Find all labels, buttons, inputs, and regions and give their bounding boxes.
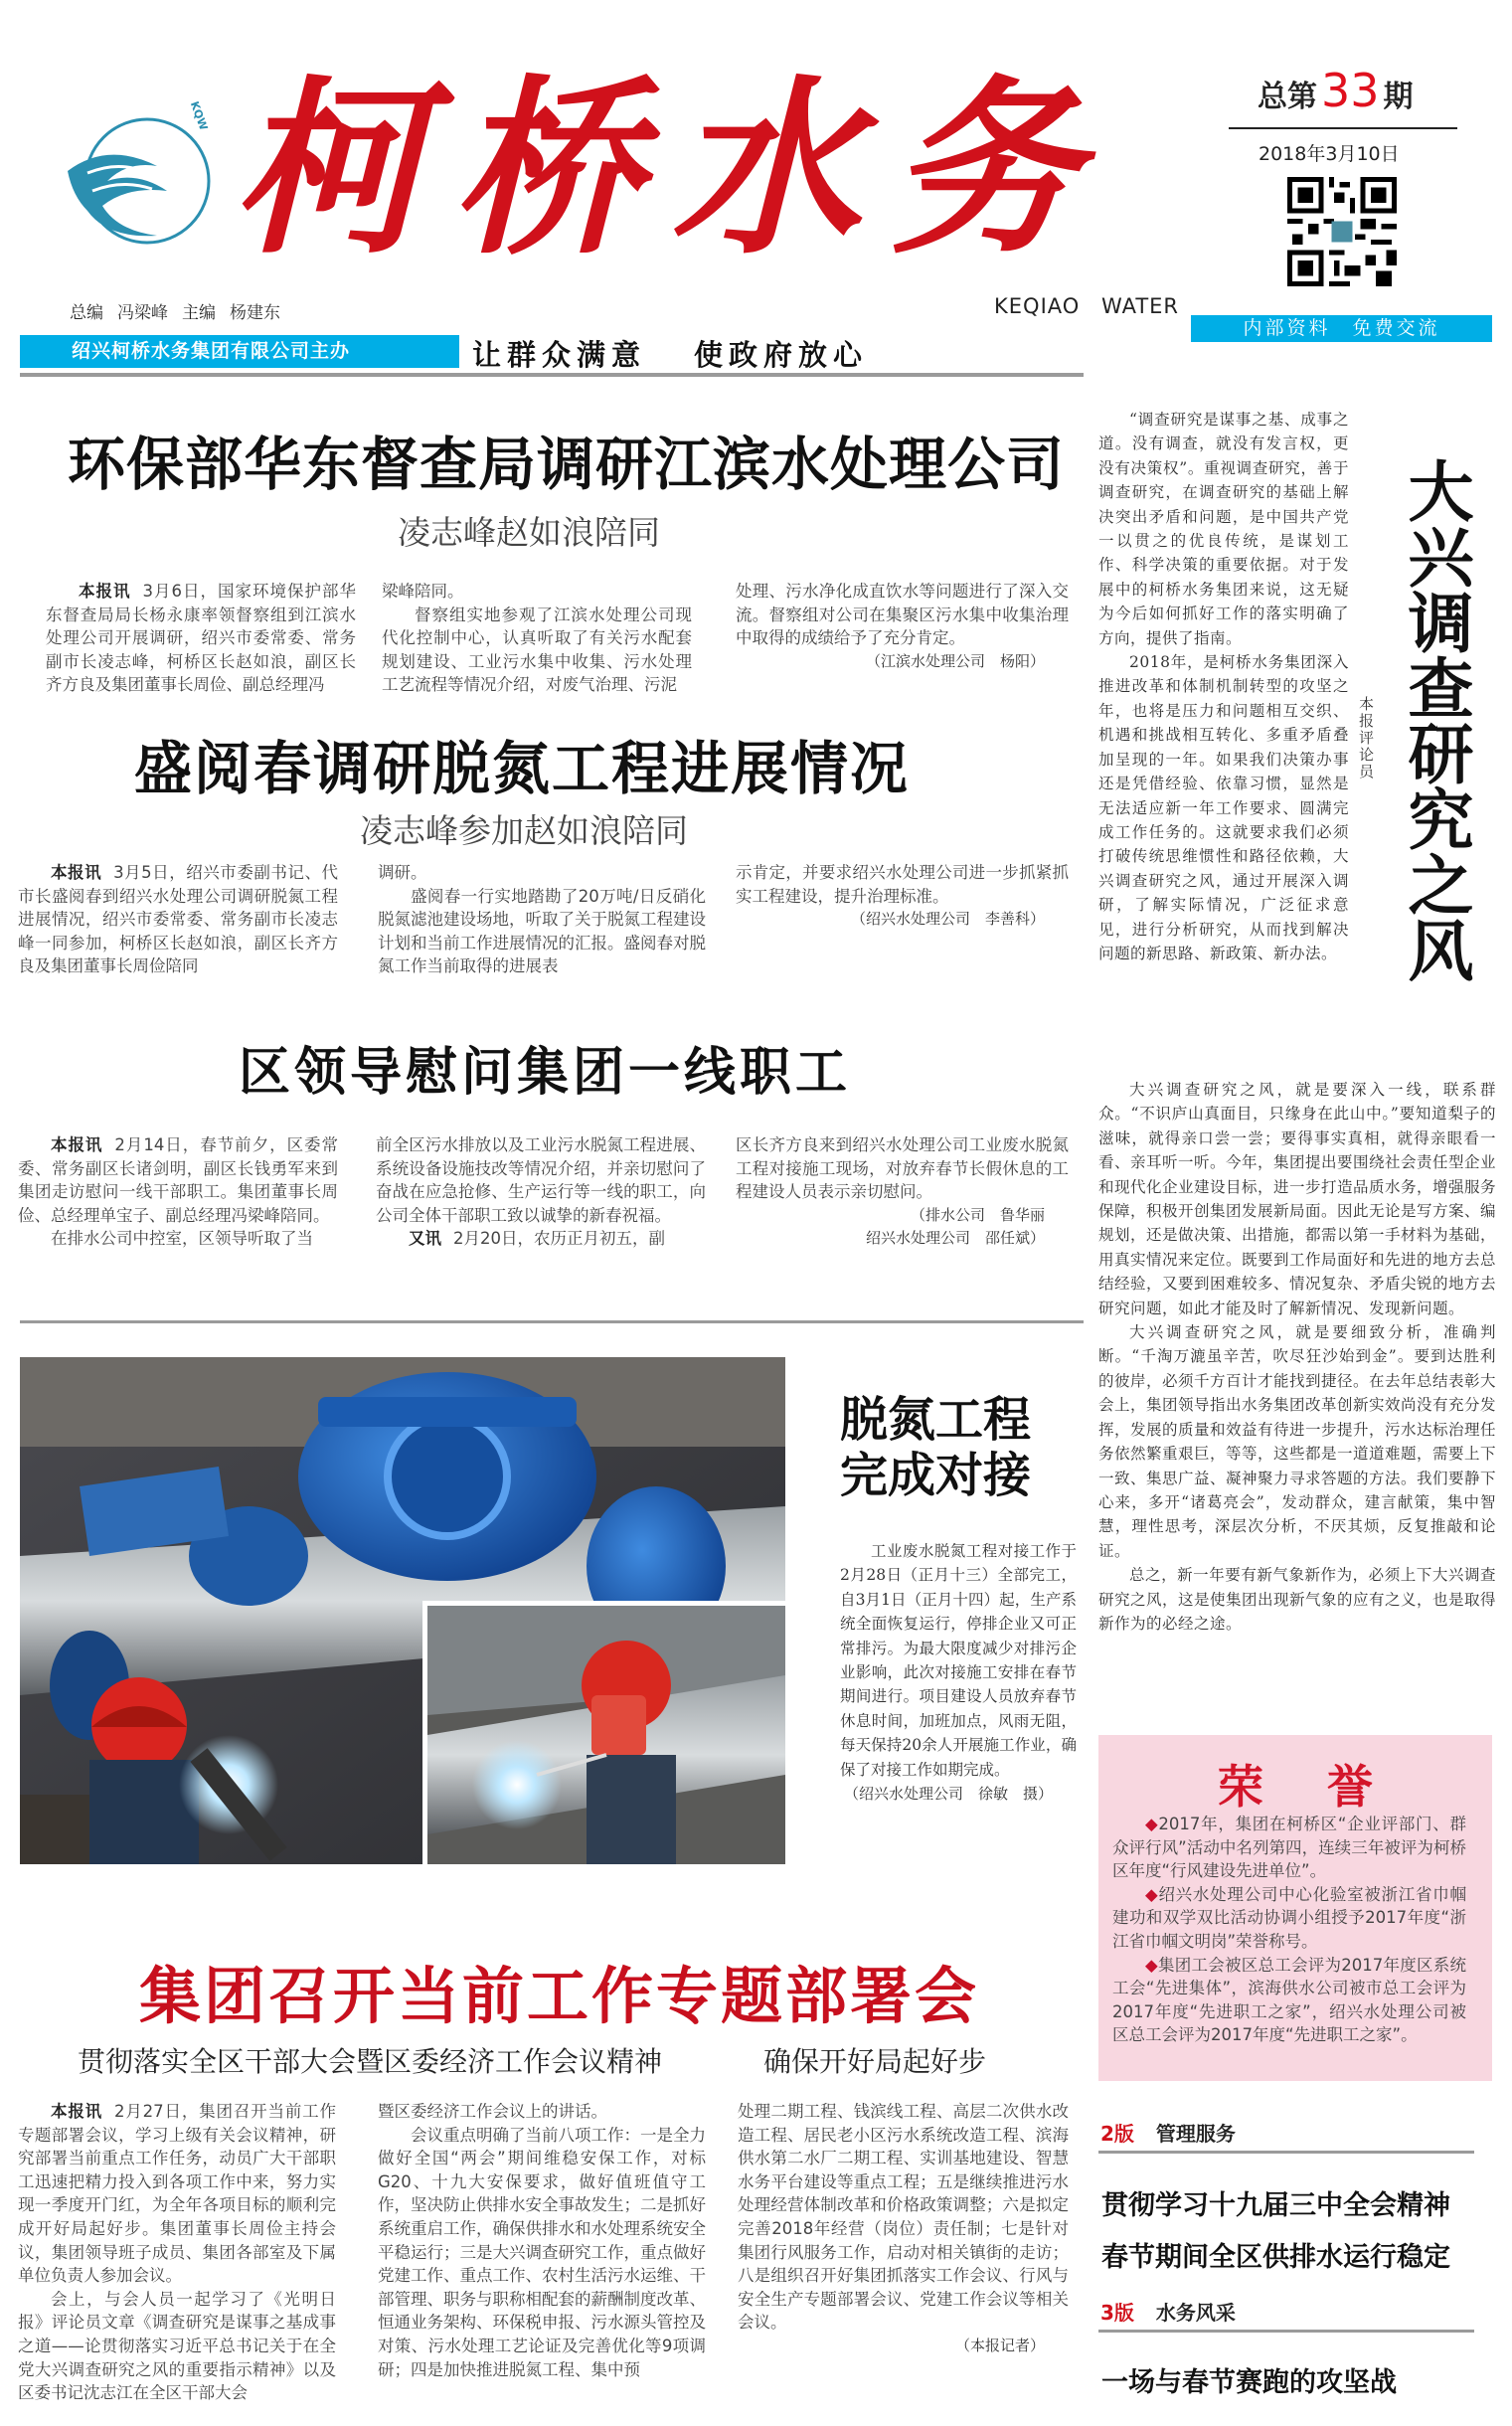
page3-number: 3版 [1100, 2301, 1134, 2325]
byline [736, 1227, 1069, 1251]
logo-text: KQW [187, 99, 211, 132]
commentary-wide [1098, 1078, 1496, 1636]
article4-col-2 [378, 2100, 706, 2381]
paragraph-text: （江滨水处理公司 杨阳） [865, 651, 1045, 670]
paragraph-text: （绍兴水处理公司 徐敏 摄） [843, 1785, 1053, 1804]
denitrification-photo[interactable] [20, 1357, 785, 1864]
masthead-divider [20, 373, 1084, 377]
photo-caption [840, 1539, 1077, 1806]
paragraph [738, 2100, 1069, 2335]
honor-item [1112, 1954, 1466, 2047]
editors-line [70, 298, 294, 323]
internal-note: 内部资料 免费交流 [1191, 315, 1492, 342]
paragraph-text: 大兴调查研究之风，就是要深入一线，联系群众。“不识庐山真面目，只缘身在此山中。”要知道梨子的滋味，就得亲口尝一尝；要得事实真相，就得亲眼看一看、亲耳听一听。今年，集团提出要围绕社会责任型企业和现代化企业建设目标，进一步打造品质水务，增强服务保障，积极开创集团发展新局面。因此无论是写方案、编规划，还是做决策、出措施，都需以第一手材料为基础，用真实情况来定位。既要到工作局面好和先进的地方去总结经验，又要到困难较多、情况复杂、矛盾尖锐的地方去研究问题，如此才能及时了解新情况、发现新问题。 [1098, 1081, 1497, 1317]
article2-col-3 [736, 861, 1069, 932]
section-divider [20, 1320, 1084, 1323]
paragraph [840, 1539, 1077, 1782]
diamond-bullet-icon: ◆ [1145, 1884, 1159, 1904]
article2-title[interactable]: 盛阅春调研脱氮工程进展情况 [134, 735, 911, 802]
photo-title-line-2: 完成对接 [840, 1448, 1032, 1503]
paragraph [736, 580, 1069, 650]
qr-code-icon[interactable] [1287, 177, 1397, 286]
honor-item-text: 集团工会被区总工会评为2017年度区系统工会“先进集体”，滨海供水公司被市总工会评为2017年度“先进职工之家”，绍兴水处理公司被区总工会评为2017年度“先进职工之家”。 [1112, 1955, 1466, 2045]
chief-editor-label: 总编 [70, 303, 103, 323]
paragraph [378, 2100, 706, 2124]
paragraph [382, 580, 692, 604]
paragraph-text: “调查研究是谋事之基、成事之道。没有调查，就没有发言权，更没有决策权”。重视调查研究，善于调查研究，在调查研究的基础上解决突出矛盾和问题，是中国共产党一以贯之的优良传统，是谋划工作、科学决策的重要依据。对于发展中的柯桥水务集团来说，这无疑为今后如何抓好工作的落实明确了方向，提供了指南。 [1098, 411, 1349, 647]
honor-title: 荣誉 [1218, 1760, 1436, 1814]
paragraph-text: 区长齐方良来到绍兴水处理公司工业废水脱氮工程对接施工现场，对放弃春节长假休息的工程建设人员表示亲切慰问。 [736, 1135, 1069, 1202]
article1-col-3 [736, 580, 1069, 673]
page2-number: 2版 [1100, 2122, 1134, 2146]
article3-col-3 [736, 1133, 1069, 1251]
paragraph-text: 2月14日，春节前夕，区委常委、常务副区长诸剑明，副区长钱勇军来到集团走访慰问一线干部职工。集团董事长周俭、总经理单宝子、副总经理冯梁峰陪同。 [18, 1135, 338, 1225]
kqw-logo [48, 111, 212, 251]
paragraph-text: 调研。 [378, 863, 427, 882]
commentary-title[interactable]: 大兴调查研究之风 [1397, 457, 1473, 982]
honor-item [1112, 1813, 1466, 1883]
issue-num: 33 [1321, 64, 1380, 117]
paragraph-text: 绍兴水处理公司 邵任斌） [865, 1229, 1045, 1248]
paragraph [736, 861, 1069, 908]
paragraph-text: 总之，新一年要有新气象新作为，必须上下大兴调查研究之风，这是使集团出现新气象的应有之义，也是取得新作为的必经之途。 [1098, 1566, 1497, 1633]
paragraph [1098, 1320, 1496, 1563]
issue-date: 2018年3月10日 [1259, 143, 1400, 165]
byline [840, 1782, 1077, 1806]
issue-divider [1229, 127, 1457, 129]
page2-name: 管理服务 [1155, 2122, 1236, 2146]
paragraph-text: 暨区委经济工作会议上的讲话。 [378, 2102, 607, 2121]
host-banner: 绍兴柯桥水务集团有限公司主办 [20, 335, 459, 368]
page3-name: 水务风采 [1155, 2301, 1236, 2325]
dateline-lead: 又讯 [409, 1229, 441, 1249]
article3-title[interactable]: 区领导慰问集团一线职工 [239, 1043, 852, 1103]
paragraph-text: 2月20日，农历正月初五，副 [453, 1229, 665, 1249]
article1-col-1 [46, 580, 356, 697]
english-title: KEQIAO WATER [994, 294, 1180, 318]
paragraph [18, 1227, 338, 1251]
paragraph-text: 3月6日，国家环境保护部华东督查局局长杨永康率领督察组到江滨水处理公司开展调研，绍兴市委常委、常务副市长凌志峰，柯桥区长赵如浪，副区长齐方良及集团董事长周俭、副总经理冯 [46, 582, 356, 695]
index-divider [1098, 2151, 1474, 2154]
page3-teaser-1[interactable]: 一场与春节赛跑的攻坚战 [1101, 2367, 1397, 2398]
paragraph-text: 处理、污水净化成直饮水等问题进行了深入交流。督察组对公司在集聚区污水集中收集治理中取得的成绩给予了充分肯定。 [736, 582, 1069, 648]
diamond-bullet-icon: ◆ [1145, 1955, 1158, 1975]
paragraph [18, 1133, 338, 1227]
paragraph-text: 工业废水脱氮工程对接工作于2月28日（正月十三）全部完工，自3月1日（正月十四）起，生产系统全面恢复运行，停排企业又可正常排污。为最大限度减少对排污企业影响，此次对接施工安排在春节期间进行。项目建设人员放弃春节休息时间，加班加点，风雨无阻，每天保持20余人开展施工作业，确保了对接工作如期完成。 [840, 1542, 1077, 1779]
honor-list [1112, 1813, 1466, 2047]
editor-label: 主编 [182, 303, 216, 323]
byline [736, 908, 1069, 932]
index-page3[interactable] [1100, 2297, 1236, 2326]
dateline-lead: 本报讯 [51, 1135, 103, 1154]
article4-subtitle-2: 确保开好局起好步 [763, 2045, 987, 2078]
paragraph-text: 3月5日，绍兴市委副书记、代市长盛阅春到绍兴水处理公司调研脱氮工程进展情况，绍兴市委常委、常务副市长凌志峰一同参加，柯桥区长赵如浪，副区长齐方良及集团董事长周俭陪同 [18, 863, 338, 976]
article4-title[interactable]: 集团召开当前工作专题部署会 [139, 1960, 980, 2032]
paragraph [46, 580, 356, 697]
paragraph [376, 1227, 706, 1251]
article1-title[interactable]: 环保部华东督查局调研江滨水处理公司 [68, 431, 1066, 498]
paragraph-text: 会议重点明确了当前八项工作：一是全力做好全国“两会”期间维稳安保工作，对标G20、十九大安保要求，做好值班值守工作，坚决防止供排水安全事故发生；二是抓好系统重启工作，确保供排水和水处理系统安全平稳运行；三是大兴调查研究工作，重点做好党建工作、重点工作、农村生活污水运维、干部管理、职务与职称相配套的薪酬制度改革、恒通业务架构、环保税申报、污水源头管控及对策、污水处理工艺论证及完善优化等9项调研；四是加快推进脱氮工程、集中预 [378, 2125, 706, 2379]
editor-name: 杨建东 [230, 303, 280, 323]
slogan-2: 使政府放心 [694, 338, 869, 372]
article3-col-1 [18, 1133, 338, 1251]
paragraph-text: 会上，与会人员一起学习了《光明日报》评论员文章《调查研究是谋事之基成事之道——论贯彻落实习近平总书记关于在全党大兴调查研究之风的重要指示精神》以及区委书记沈志江在全区干部大会 [18, 2289, 336, 2403]
paragraph [376, 1133, 706, 1227]
paragraph-text: 在排水公司中控室，区领导听取了当 [51, 1229, 313, 1249]
honor-item [1112, 1883, 1466, 1954]
paragraph-text: 梁峰陪同。 [382, 582, 464, 601]
paragraph [378, 2124, 706, 2382]
article4-col-1 [18, 2100, 336, 2405]
paragraph [736, 1133, 1069, 1204]
paragraph [1098, 650, 1349, 965]
paragraph-text: 2018年，是柯桥水务集团深入推进改革和体制机制转型的攻坚之年，也将是压力和问题相互交织、机遇和挑战相互转化、多重矛盾叠加呈现的一年。如果我们决策办事还是凭借经验、依靠习惯，显然是无法适应新一年工作要求、圆满完成工作任务的。这就要求我们必须打破传统思维惯性和路径依赖，大兴调查研究之风，通过开展深入调研，了解实际情况，广泛征求意见，进行分析研究，从而找到解决问题的新思路、新政策、新办法。 [1098, 653, 1349, 962]
page2-teaser-2[interactable]: 春节期间全区供排水运行稳定 [1101, 2242, 1450, 2273]
paragraph [18, 2100, 336, 2288]
diamond-bullet-icon: ◆ [1145, 1815, 1159, 1833]
inset-photo [427, 1606, 785, 1864]
dateline-lead: 本报讯 [79, 582, 131, 601]
paragraph-text: 前全区污水排放以及工业污水脱氮工程进展、系统设备设施技改等情况介绍，并亲切慰问了奋战在应急抢修、生产运行等一线的职工，向公司全体干部职工致以诚挚的新春祝福。 [376, 1135, 706, 1225]
paragraph [382, 604, 692, 697]
paragraph [1098, 1078, 1496, 1320]
paragraph-text: 处理二期工程、钱滨线工程、高层二次供水改造工程、居民老小区污水系统改造工程、滨海供水第二水厂二期工程、实训基地建设、智慧水务平台建设等重点工程；五是继续推进污水处理经营体制改革和价格政策调整；六是拟定完善2018年经营（岗位）责任制；七是针对集团行风服务工作，启动对相关镇街的走访；八是组织召开好集团抓落实工作会议、行风与安全生产专题部署会议、党建工作会议等相关会议。 [738, 2102, 1069, 2333]
honor-item-text: 2017年，集团在柯桥区“企业评部门、群众评行风”活动中名列第四，连续三年被评为柯桥区年度“行风建设先进单位”。 [1112, 1815, 1466, 1881]
issue-suffix: 期 [1383, 80, 1414, 114]
paragraph-text: （绍兴水处理公司 李善科） [850, 910, 1045, 929]
paragraph-text: 示肯定，并要求绍兴水处理公司进一步抓紧抓实工程建设，提升治理标准。 [736, 863, 1069, 906]
article4-subtitle-1: 贯彻落实全区干部大会暨区委经济工作会议精神 [78, 2045, 663, 2078]
article2-col-2 [378, 861, 706, 978]
byline [736, 1204, 1069, 1228]
paragraph-text: 大兴调查研究之风，就是要细致分析，准确判断。“千淘万漉虽辛苦，吹尽狂沙始到金”。要到达胜利的彼岸，必须千方百计才能找到捷径。在去年总结表彰大会上，集团领导指出水务集团改革创新实效尚没有充分发挥，发展的质量和效益有待进一步提升，污水达标治理任务依然繁重艰巨，等等，这些都是一道道难题，需要上下一致、集思广益、凝神聚力寻求答题的方法。我们要静下心来，多开“诸葛亮会”，发动群众，建言献策，集中智慧，理性思考，深层次分析，不厌其烦，反复推敲和论证。 [1098, 1323, 1497, 1560]
paragraph [378, 861, 706, 885]
photo-title-line-1: 脱氮工程 [840, 1392, 1032, 1448]
dateline-lead: 本报讯 [51, 863, 102, 882]
commentary-narrow [1098, 408, 1349, 965]
page2-teaser-1[interactable]: 贯彻学习十九届三中全会精神 [1101, 2190, 1450, 2221]
index-divider-2 [1098, 2330, 1474, 2333]
chief-editor-name: 冯梁峰 [117, 303, 168, 323]
paragraph [18, 861, 338, 978]
paragraph-text: 2月27日，集团召开当前工作专题部署会议，学习上级有关会议精神，研究部署当前重点工作任务，动员广大干部职工迅速把精力投入到各项工作中来，努力实现一季度开门红，为全年各项目标的顺利完成开好局起好步。集团董事长周俭主持会议，集团领导班子成员、集团各部室及下属单位负责人参加会议。 [18, 2102, 336, 2286]
paragraph-text: 督察组实地参观了江滨水处理公司现代化控制中心，认真听取了有关污水配套规划建设、工业污水集中收集、污水处理工艺流程等情况介绍，对废气治理、污泥 [382, 605, 692, 695]
commentary-author: 本报评论员 [1357, 696, 1375, 780]
index-page2[interactable] [1100, 2118, 1236, 2147]
slogan-1: 让群众满意 [472, 338, 647, 372]
paragraph-text: （排水公司 鲁华丽 [910, 1205, 1045, 1224]
paragraph [1098, 1563, 1496, 1636]
article1-col-2 [382, 580, 692, 697]
paragraph [18, 2288, 336, 2405]
paragraph-text: （本报记者） [954, 2336, 1045, 2354]
honor-box [1098, 1735, 1492, 2081]
article2-subtitle: 凌志峰参加赵如浪陪同 [360, 811, 688, 850]
photo-story-title[interactable] [840, 1392, 1031, 1503]
article3-col-2 [376, 1133, 706, 1251]
paragraph [378, 885, 706, 978]
dateline-lead: 本报讯 [51, 2102, 102, 2121]
issue-prefix: 总第 [1258, 80, 1317, 114]
slogan [472, 333, 916, 374]
byline [738, 2335, 1069, 2358]
masthead-title: 柯桥水务 [234, 58, 1109, 279]
paragraph [1098, 408, 1349, 650]
article1-subtitle: 凌志峰赵如浪陪同 [398, 513, 660, 552]
issue-number [1258, 64, 1414, 117]
honor-item-text: 绍兴水处理公司中心化验室被浙江省巾帼建功和双学双比活动协调小组授予2017年度“浙江省巾帼文明岗”荣誉称号。 [1112, 1884, 1466, 1951]
article2-col-1 [18, 861, 338, 978]
paragraph-text: 盛阅春一行实地踏勘了20万吨/日反硝化脱氮滤池建设场地，听取了关于脱氮工程建设计划和当前工作进展情况的汇报。盛阅春对脱氮工作当前取得的进展表 [378, 886, 706, 976]
byline [736, 650, 1069, 674]
article4-col-3 [738, 2100, 1069, 2358]
